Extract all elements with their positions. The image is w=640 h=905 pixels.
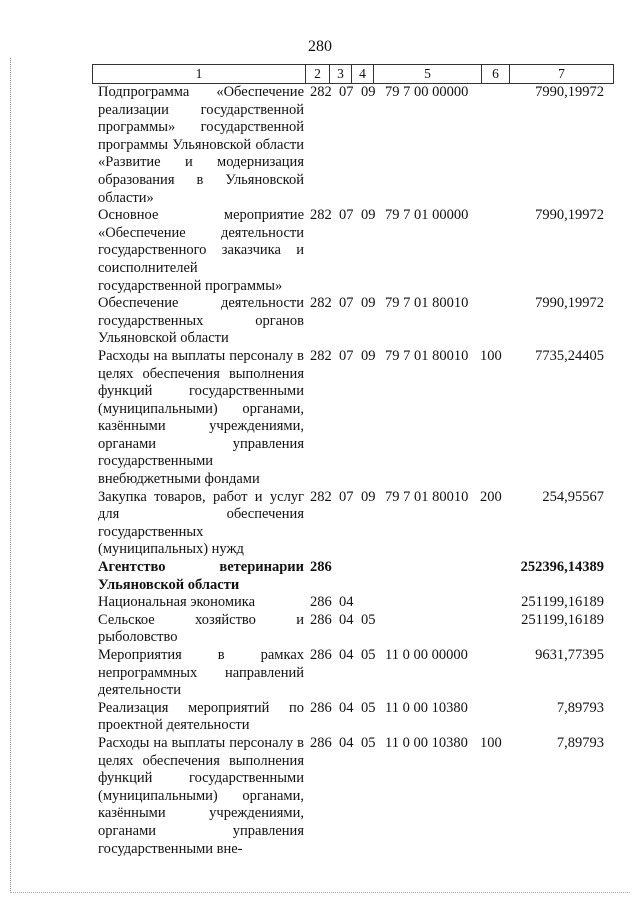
row-c2: 286	[310, 559, 332, 576]
row-c7: 251199,16189	[521, 611, 604, 628]
table-row	[0, 647, 640, 700]
row-c7: 7990,19972	[535, 207, 604, 224]
row-name: Основное мероприятие «Обеспечение деятельности государственного заказчика и соисполнителей государственной программы»	[98, 207, 304, 294]
table-row	[0, 489, 640, 559]
row-c5: 11 0 00 10380	[385, 734, 468, 751]
row-c3: 04	[339, 611, 354, 628]
row-c2: 282	[310, 488, 332, 505]
row-c2: 282	[310, 347, 332, 364]
row-c7: 7990,19972	[535, 84, 604, 100]
page-border-bottom	[10, 892, 630, 893]
row-c4: 09	[361, 347, 376, 364]
header-col-1: 1	[195, 66, 203, 81]
table-row	[0, 612, 640, 647]
row-c5: 11 0 00 10380	[385, 699, 468, 716]
row-c7: 9631,77395	[535, 647, 604, 663]
row-name: Реализация мероприятий по проектной деятельности	[98, 699, 304, 734]
row-name: Обеспечение деятельности государственных органов Ульяновской области	[98, 295, 304, 347]
row-c2: 286	[310, 647, 332, 663]
table-row	[0, 700, 640, 735]
row-c3: 07	[339, 488, 354, 505]
table-row	[0, 348, 640, 489]
row-name: Мероприятия в рамках непрограммных направлений деятельности	[98, 647, 304, 699]
header-col-2: 2	[305, 65, 329, 83]
row-c7: 254,95567	[542, 488, 604, 505]
row-c2: 282	[310, 207, 332, 224]
row-name: Сельское хозяйство и рыболовство	[98, 611, 304, 646]
row-c5: 79 7 01 80010	[385, 347, 469, 364]
table-row	[0, 594, 640, 612]
row-c4: 05	[361, 611, 376, 628]
row-c2: 282	[310, 295, 332, 312]
row-c6: 200	[480, 488, 502, 505]
header-col-7: 7	[509, 65, 613, 83]
row-c4: 09	[361, 295, 376, 312]
row-c4: 09	[361, 84, 376, 100]
header-col-4: 4	[351, 65, 373, 83]
row-c3: 07	[339, 295, 354, 312]
row-c3: 07	[339, 84, 354, 100]
table-row	[0, 559, 640, 594]
row-c7: 7,89793	[556, 699, 604, 716]
row-c4: 09	[361, 488, 376, 505]
row-c2: 286	[310, 699, 332, 716]
row-c7: 7735,24405	[535, 347, 604, 364]
table-row	[0, 84, 640, 207]
page-number: 280	[308, 38, 332, 55]
row-c6: 100	[480, 347, 502, 364]
row-c7: 7,89793	[556, 734, 604, 751]
row-c3: 07	[339, 207, 354, 224]
row-c5: 79 7 01 80010	[385, 295, 469, 312]
row-name: Расходы на выплаты персоналу в целях обеспечения выполнения функций государственными (муниципальными) органами, казёнными учреждениями, органами управления государственными внебюджетными фондами	[98, 347, 304, 488]
row-c3: 04	[339, 734, 354, 751]
row-name: Закупка товаров, работ и услуг для обеспечения государственных (муниципальных) нужд	[98, 488, 304, 558]
table-row	[0, 295, 640, 348]
row-name: Подпрограмма «Обеспечение реализации государственной программы» государственной программы Ульяновской области «Развитие и модернизация образования в Ульяновской области»	[98, 84, 304, 206]
row-c3: 07	[339, 347, 354, 364]
row-name: Национальная экономика	[98, 594, 256, 611]
row-c7: 7990,19972	[535, 295, 604, 312]
row-c2: 286	[310, 611, 332, 628]
row-c2: 286	[310, 734, 332, 751]
row-c4: 05	[361, 647, 376, 663]
row-c3: 04	[339, 699, 354, 716]
header-col-5: 5	[373, 65, 481, 83]
table-row	[0, 207, 640, 295]
row-name: Агентство ветеринарии Ульяновской области	[98, 559, 304, 593]
header-col-3: 3	[329, 65, 351, 83]
table-row	[0, 735, 640, 858]
row-c5: 79 7 00 00000	[385, 84, 469, 100]
header-col-6: 6	[481, 65, 509, 83]
row-c6: 100	[480, 734, 502, 751]
row-c4: 09	[361, 207, 376, 224]
row-c5: 79 7 01 00000	[385, 207, 469, 224]
table-header	[92, 64, 614, 84]
budget-table	[0, 84, 640, 858]
row-c3: 04	[339, 594, 354, 611]
row-c5: 79 7 01 80010	[385, 488, 469, 505]
row-c5: 11 0 00 00000	[385, 647, 468, 663]
row-c7: 252396,14389	[520, 559, 604, 576]
row-name: Расходы на выплаты персоналу в целях обеспечения выполнения функций государственными (муниципальными) органами, казёнными учреждениями, органами управления государственными вне-	[98, 734, 304, 857]
row-c4: 05	[361, 734, 376, 751]
row-c3: 04	[339, 647, 354, 663]
row-c2: 282	[310, 84, 332, 100]
row-c7: 251199,16189	[521, 594, 604, 611]
row-c4: 05	[361, 699, 376, 716]
row-c2: 286	[310, 594, 332, 611]
